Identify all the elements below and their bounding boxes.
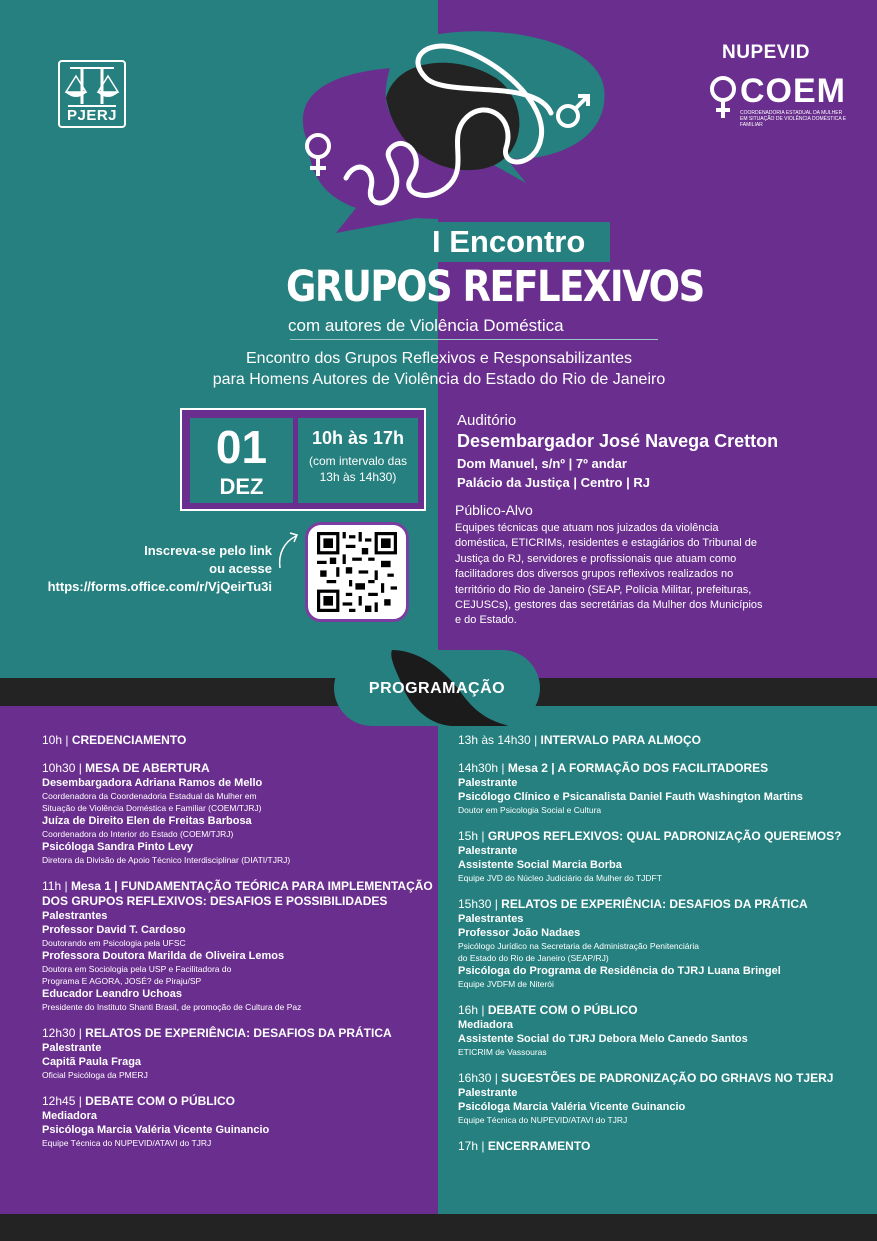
schedule-title: DEBATE COM O PÚBLICO — [487, 1003, 638, 1017]
schedule-time: 11h — [42, 879, 62, 893]
speaker-description: Coordenadora da Coordenadoria Estadual da Mulher em — [42, 791, 257, 801]
event-main-title: GRUPOS REFLEXIVOS — [286, 262, 704, 312]
event-subtitle — [150, 348, 728, 390]
schedule-item-heading — [42, 733, 437, 748]
schedule-separator: | — [498, 761, 508, 775]
speaker-description: Oficial Psicóloga da PMERJ — [42, 1070, 148, 1080]
speaker-description: Equipe JVD do Núcleo Judiciário da Mulher do TJDFT — [458, 873, 662, 883]
dark-band-bottom — [0, 1214, 877, 1241]
speaker-description: Diretora da Divisão de Apoio Técnico Interdisciplinar (DIATI/TJRJ) — [42, 855, 291, 865]
schedule-time: 12h45 — [42, 1094, 76, 1108]
pjerj-logo-text: PJERJ — [66, 107, 118, 124]
schedule-separator: | — [75, 1094, 86, 1108]
registration-line1: Inscreva-se pelo link — [144, 543, 272, 558]
scales-of-justice-icon — [60, 64, 124, 110]
speaker-name: Psicóloga Marcia Valéria Vicente Guinancio — [458, 1101, 686, 1113]
schedule-title: Mesa 2 | A FORMAÇÃO DOS FACILITADORES — [507, 761, 769, 775]
schedule-item-heading — [458, 897, 853, 912]
nupevid-logo-text: NUPEVID — [722, 42, 810, 63]
speaker-name: Professora Doutora Marilda de Oliveira Lemos — [42, 950, 285, 962]
schedule-title: SUGESTÕES DE PADRONIZAÇÃO DO GRHAVS NO TJERJ — [501, 1071, 834, 1085]
schedule-separator: | — [478, 1139, 488, 1153]
pjerj-logo — [58, 60, 126, 128]
schedule-separator: | — [530, 733, 541, 747]
female-symbol-icon — [708, 74, 738, 122]
title-divider — [290, 339, 658, 340]
coem-logo-subtitle: COORDENADORIA ESTADUAL DA MULHER EM SITUAÇÃO DE VIOLÊNCIA DOMÉSTICA E FAMILIAR — [740, 110, 847, 128]
schedule-time: 13h às 14h30 — [458, 733, 531, 747]
event-subtitle-line2: para Homens Autores de Violência do Estado do Rio de Janeiro — [212, 371, 666, 388]
schedule-item-heading — [42, 761, 437, 776]
speaker-role-label: Palestrante — [42, 1042, 102, 1054]
event-subtitle-line1: Encontro dos Grupos Reflexivos e Responsabilizantes — [246, 350, 632, 367]
speaker-role-label: Palestrante — [458, 845, 518, 857]
event-edition-title: I Encontro — [432, 224, 586, 259]
speaker-description: Programa E AGORA, JOSÉ? de Piraju/SP — [42, 976, 202, 986]
speech-bubbles-illustration — [286, 18, 616, 238]
schedule-time: 17h — [458, 1139, 479, 1153]
speaker-description: Equipe JVDFM de Niterói — [458, 979, 554, 989]
event-month: DEZ — [219, 474, 264, 499]
schedule-item-heading-line2 — [42, 894, 437, 909]
time-panel — [298, 418, 418, 503]
schedule-item-heading — [458, 1003, 853, 1018]
coem-logo — [708, 72, 847, 128]
venue-label: Auditório — [457, 412, 517, 429]
schedule-title: DEBATE COM O PÚBLICO — [85, 1094, 235, 1108]
schedule-time: 10h30 — [42, 761, 76, 775]
schedule-item-heading — [42, 879, 437, 894]
speaker-name: Psicóloga Sandra Pinto Levy — [42, 841, 193, 853]
schedule-item-heading — [458, 1071, 853, 1086]
curved-arrow-icon — [276, 530, 302, 570]
schedule-title: Mesa 1 | FUNDAMENTAÇÃO TEÓRICA PARA IMPLEMENTAÇÃO — [70, 879, 433, 893]
schedule-separator: | — [478, 829, 488, 843]
schedule-time: 12h30 — [42, 1026, 76, 1040]
target-audience — [455, 502, 765, 629]
schedule-separator: | — [478, 1003, 488, 1017]
schedule-item-heading — [42, 1026, 437, 1041]
speaker-role-label: Palestrante — [458, 1087, 518, 1099]
schedule-item — [458, 1139, 853, 1154]
schedule-title: RELATOS DE EXPERIÊNCIA: DESAFIOS DA PRÁTICA — [501, 897, 808, 911]
schedule-time: 15h30 — [458, 897, 492, 911]
speaker-name: Psicóloga do Programa de Residência do TJRJ Luana Bringel — [458, 965, 781, 977]
speaker-description: Situação de Violência Doméstica e Familiar (COEM/TJRJ) — [42, 803, 262, 813]
speaker-description: Doutor em Psicologia Social e Cultura — [458, 805, 602, 815]
event-day: 01 — [215, 421, 268, 473]
schedule-item — [458, 897, 853, 990]
schedule-title: CREDENCIAMENTO — [71, 733, 187, 747]
schedule-title: GRUPOS REFLEXIVOS: QUAL PADRONIZAÇÃO QUEREMOS? — [487, 829, 842, 843]
schedule-item-heading — [458, 1139, 853, 1154]
venue-name: Desembargador José Navega Cretton — [457, 431, 779, 451]
schedule-item-heading — [458, 761, 853, 776]
speaker-name: Educador Leandro Uchoas — [42, 988, 182, 1000]
schedule-title: RELATOS DE EXPERIÊNCIA: DESAFIOS DA PRÁTICA — [85, 1026, 392, 1040]
date-panel — [190, 418, 293, 503]
date-box — [180, 408, 426, 511]
speaker-description: Coordenadora do Interior do Estado (COEM/TJRJ) — [42, 829, 234, 839]
programacao-heading: PROGRAMAÇÃO — [368, 680, 506, 697]
venue-address-line1: Dom Manuel, s/nº | 7º andar — [457, 456, 627, 471]
schedule-item — [458, 829, 853, 884]
speaker-description: Doutorando em Psicologia pela UFSC — [42, 938, 186, 948]
target-audience-heading: Público-Alvo — [455, 502, 533, 518]
schedule-separator: | — [75, 761, 86, 775]
schedule-time: 10h — [42, 733, 63, 747]
speaker-role-label: Mediadora — [458, 1019, 514, 1031]
registration-link[interactable]: https://forms.office.com/r/VjQeirTu3i — [47, 579, 272, 594]
registration-info — [30, 542, 272, 596]
schedule-item — [42, 879, 437, 1013]
schedule-separator: | — [61, 879, 71, 893]
schedule-separator: | — [75, 1026, 86, 1040]
speaker-name: Capitã Paula Fraga — [42, 1056, 142, 1068]
speaker-name: Psicólogo Clínico e Psicanalista Daniel Fauth Washington Martins — [458, 791, 803, 803]
schedule-separator: | — [62, 733, 72, 747]
event-time: 10h às 17h — [311, 428, 405, 448]
schedule-item-heading — [458, 733, 853, 748]
coem-logo-text: COEM — [740, 72, 846, 110]
schedule-right-column — [458, 733, 853, 1167]
speaker-description: Equipe Técnica do NUPEVID/ATAVI do TJRJ — [42, 1138, 212, 1148]
schedule-item — [458, 1003, 853, 1058]
schedule-left-column — [42, 733, 437, 1162]
speaker-name: Professor João Nadaes — [458, 927, 581, 939]
speaker-description: ETICRIM de Vassouras — [458, 1047, 547, 1057]
venue-address-line2: Palácio da Justiça | Centro | RJ — [457, 475, 650, 490]
schedule-title: MESA DE ABERTURA — [85, 761, 210, 775]
speaker-role-label: Mediadora — [42, 1110, 98, 1122]
qr-code[interactable] — [305, 522, 409, 622]
speaker-name: Psicóloga Marcia Valéria Vicente Guinancio — [42, 1124, 270, 1136]
schedule-item-heading — [42, 1094, 437, 1109]
schedule-item — [458, 733, 853, 748]
schedule-title-continued: DOS GRUPOS REFLEXIVOS: DESAFIOS E POSSIBILIDADES — [42, 894, 388, 908]
schedule-item — [42, 761, 437, 866]
venue-info — [457, 412, 857, 492]
speaker-name: Assistente Social do TJRJ Debora Melo Canedo Santos — [458, 1033, 748, 1045]
schedule-separator: | — [491, 897, 502, 911]
schedule-title: INTERVALO PARA ALMOÇO — [540, 733, 701, 747]
speaker-description: Presidente do Instituto Shanti Brasil, de promoção de Cultura de Paz — [42, 1002, 302, 1012]
event-title-subline: com autores de Violência Doméstica — [288, 316, 564, 335]
schedule-item — [42, 1094, 437, 1149]
speaker-description: Equipe Técnica do NUPEVID/ATAVI do TJRJ — [458, 1115, 628, 1125]
speaker-name: Juíza de Direito Elen de Freitas Barbosa — [42, 815, 252, 827]
target-audience-text: Equipes técnicas que atuam nos juizados da violência doméstica, ETICRIMs, residentes e estagiários do Tribunal de Justiça do RJ, servidores e profissionais que atuam como facilitadores dos diversos grupos reflexivos realizados no território do Rio de Janeiro (SEAP, Polícia Militar, prefeituras, CEJUSCs), gestores das secretárias da Mulher dos Municípios e do Estado. — [455, 522, 763, 627]
schedule-item — [458, 1071, 853, 1126]
schedule-title: ENCERRAMENTO — [487, 1139, 591, 1153]
speaker-description: do Estado do Rio de Janeiro (SEAP/RJ) — [458, 953, 609, 963]
schedule-separator: | — [491, 1071, 502, 1085]
schedule-time: 15h — [458, 829, 479, 843]
schedule-time: 16h — [458, 1003, 479, 1017]
qr-code-icon — [317, 532, 397, 612]
speaker-name: Desembargadora Adriana Ramos de Mello — [42, 777, 263, 789]
speaker-name: Assistente Social Marcia Borba — [458, 859, 622, 871]
speaker-role-label: Palestrantes — [458, 913, 524, 925]
speaker-role-label: Palestrantes — [42, 910, 108, 922]
schedule-item-heading — [458, 829, 853, 844]
schedule-item — [42, 733, 437, 748]
speaker-name: Professor David T. Cardoso — [42, 924, 186, 936]
schedule-item — [458, 761, 853, 816]
schedule-item — [42, 1026, 437, 1081]
event-time-note: (com intervalo das 13h às 14h30) — [308, 454, 408, 484]
registration-line2: ou acesse — [209, 561, 272, 576]
schedule-time: 16h30 — [458, 1071, 492, 1085]
schedule-time: 14h30h — [458, 761, 499, 775]
speaker-description: Psicólogo Jurídico na Secretaria de Administração Penitenciária — [458, 941, 699, 951]
speaker-description: Doutora em Sociologia pela USP e Facilitadora do — [42, 964, 232, 974]
speaker-role-label: Palestrante — [458, 777, 518, 789]
